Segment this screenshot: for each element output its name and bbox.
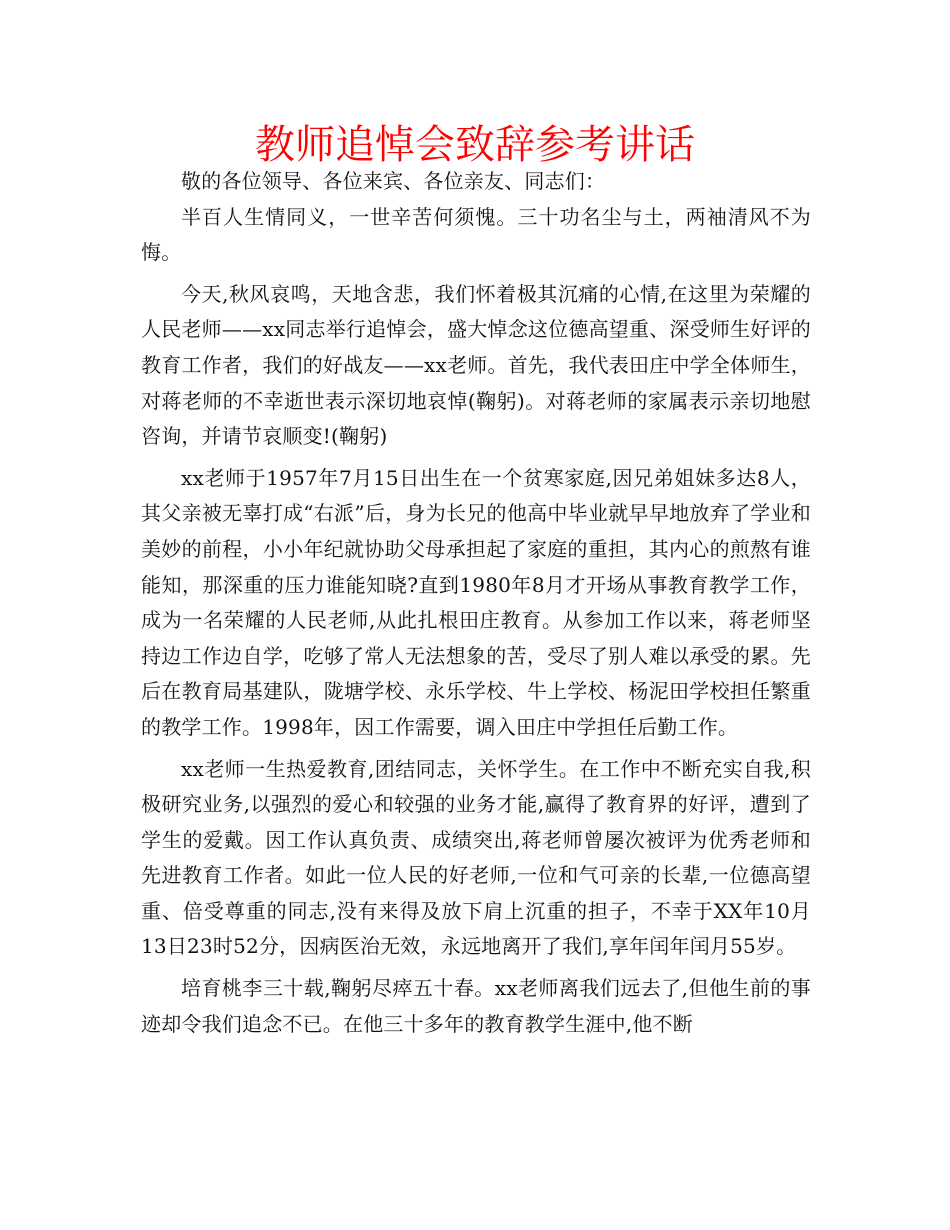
biography-paragraph: xx老师于1957年7月15日出生在一个贫寒家庭,因兄弟姐妹多达8人，其父亲被无辜打成“右派”后，身为长兄的他高中毕业就早早地放弃了学业和美妙的前程，小小年纪就协助父母承担起了家庭的重担，其内心的煎熬有谁能知，那深重的压力谁能知晓?直到1980年8月才开场从事教育教学工作，成为一名荣耀的人民老师,从此扎根田庄教育。从参加工作以来，蒋老师坚持边工作边自学，吃够了常人无法想象的苦，受尽了别人难以承受的累。先后在教育局基建队，陇塘学校、永乐学校、牛上学校、杨泥田学校担任繁重的教学工作。1998年，因工作需要，调入田庄中学担任后勤工作。	[141, 465, 811, 739]
document-body	[141, 164, 811, 1042]
opening-couplet-paragraph: 半百人生情同义，一世辛苦何须愧。三十功名尘与土，两袖清风不为悔。	[141, 204, 811, 265]
closing-paragraph: 培育桃李三十载,鞠躬尽瘁五十春。xx老师离我们远去了,但他生前的事迹却令我们追念不已。在他三十多年的教育教学生涯中,他不断	[141, 976, 811, 1036]
tribute-paragraph: xx老师一生热爱教育,团结同志，关怀学生。在工作中不断充实自我,积极研究业务,以强烈的爱心和较强的业务才能,赢得了教育界的好评，遭到了学生的爱戴。因工作认真负责、成绩突出,蒋老师曾屡次被评为优秀老师和先进教育工作者。如此一位人民的好老师,一位和气可亲的长辈,一位德高望重、倍受尊重的同志,没有来得及放下肩上沉重的担子，不幸于XX年10月13日23时52分，因病医治无效，永远地离开了我们,享年闰年闰月55岁。	[141, 756, 811, 959]
salutation-paragraph: 敬的各位领导、各位来宾、各位亲友、同志们：	[181, 169, 606, 193]
memorial-intro-paragraph: 今天,秋风哀鸣，天地含悲，我们怀着极其沉痛的心情,在这里为荣耀的人民老师——xx同志举行追悼会，盛大悼念这位德高望重、深受师生好评的教育工作者，我们的好战友——xx老师。首先，我代表田庄中学全体师生，对蒋老师的不幸逝世表示深切地哀悼(鞠躬)。对蒋老师的家属表示亲切地慰咨询，并请节哀顺变!(鞠躬)	[141, 281, 811, 449]
document-title: 教师追悼会致辞参考讲话	[255, 122, 695, 168]
